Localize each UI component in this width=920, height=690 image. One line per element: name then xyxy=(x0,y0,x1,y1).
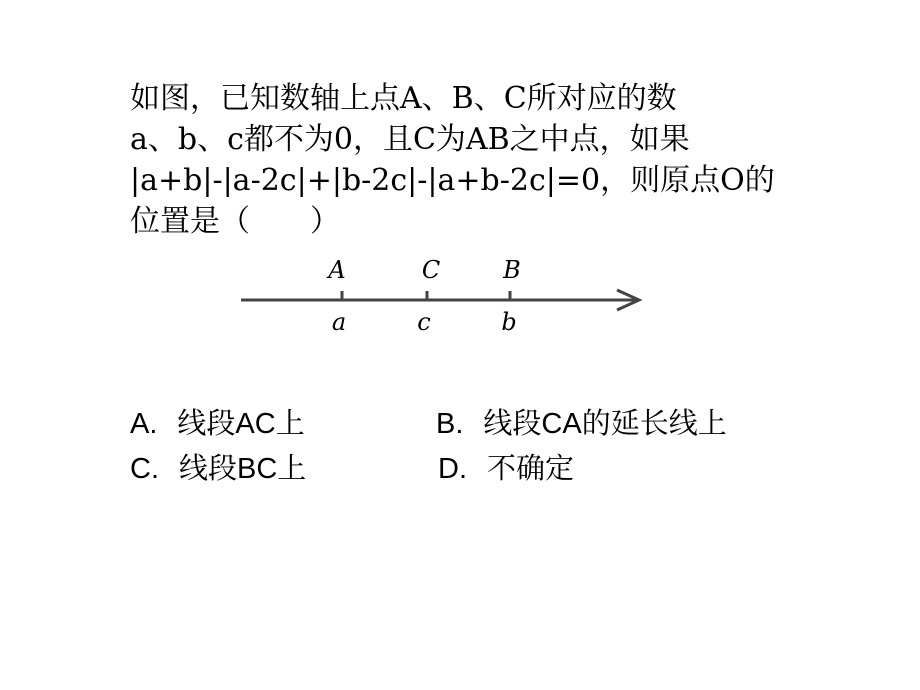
question-line-2: a、b、c都不为0，且C为AB之中点，如果 xyxy=(130,122,690,157)
question-text xyxy=(130,78,810,242)
point-label-a-upper: A xyxy=(328,256,346,284)
options-row-1 xyxy=(130,404,850,449)
question-line-1: 如图，已知数轴上点A、B、C所对应的数 xyxy=(130,81,677,116)
point-label-a-lower: a xyxy=(331,308,347,336)
question-line-4: 位置是（ ） xyxy=(130,204,340,239)
point-label-b-upper: B xyxy=(503,256,521,284)
option-a-text: 线段AC上 xyxy=(177,408,305,440)
option-b-text: 线段CA的延长线上 xyxy=(483,408,727,440)
option-d[interactable] xyxy=(438,449,574,489)
point-label-c-lower: c xyxy=(417,308,431,336)
point-label-c-upper: C xyxy=(421,256,441,284)
option-a-letter: A. xyxy=(130,408,158,440)
option-c-text: 线段BC上 xyxy=(179,453,307,485)
options-row-2 xyxy=(130,449,850,494)
option-c[interactable] xyxy=(130,449,306,489)
option-b[interactable] xyxy=(436,404,727,444)
question-line-3: |a+b|-|a-2c|+|b-2c|-|a+b-2c|=0，则原点O的 xyxy=(130,163,775,198)
option-b-letter: B. xyxy=(436,408,464,440)
number-line-svg xyxy=(235,252,655,344)
option-d-letter: D. xyxy=(438,453,467,485)
option-d-text: 不确定 xyxy=(487,453,575,485)
answer-options xyxy=(130,404,850,494)
number-line-figure xyxy=(235,252,655,344)
option-c-letter: C. xyxy=(130,453,159,485)
option-a[interactable] xyxy=(130,404,305,444)
point-label-b-lower: b xyxy=(501,308,517,336)
